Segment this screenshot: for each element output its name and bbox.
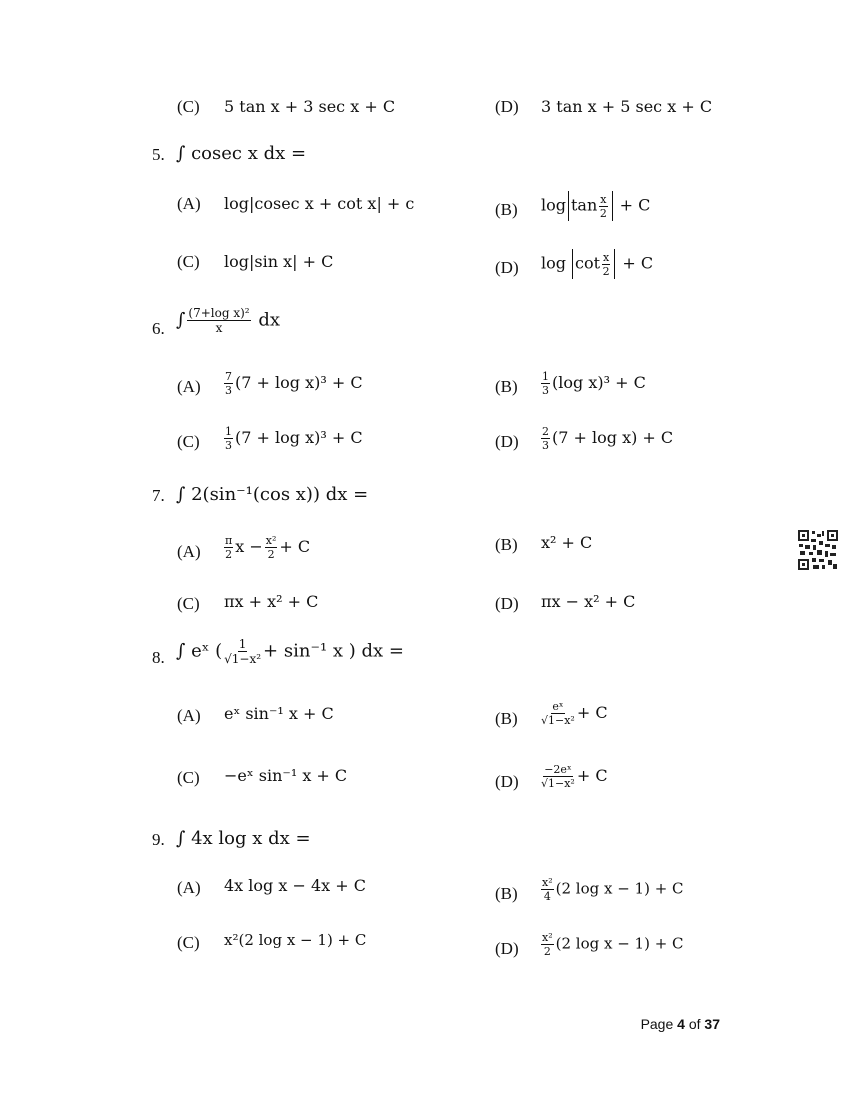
q6-a-expr: (7 + log x)³ + C <box>235 373 363 392</box>
option-label-a: (A) <box>177 542 201 561</box>
page-total: 37 <box>704 1016 720 1032</box>
option-label-c: (C) <box>177 432 200 451</box>
half-x-fraction: $\frac{x}{2}$ <box>602 250 610 278</box>
q6-d-expr: (7 + log x) + C <box>552 428 674 447</box>
option-label-c: (C) <box>177 97 200 116</box>
one-third-fraction: $\frac{1}{3}$ <box>225 425 232 452</box>
q8-stem <box>176 638 404 665</box>
q8-stem-pre: ∫ eˣ ( <box>176 640 223 662</box>
q6-b-expr: (log x)³ + C <box>552 373 646 392</box>
q9-stem: ∫ 4x log x dx = <box>176 828 311 849</box>
option-label-b: (B) <box>495 535 518 554</box>
half-x2-fraction: $\frac{\text{x²}}{2}$ <box>265 534 277 561</box>
q6-stem-dx: dx <box>258 309 281 331</box>
page-current: 4 <box>677 1016 685 1032</box>
page-prefix: Page <box>640 1016 674 1032</box>
q5-d-fn: cot <box>575 253 601 273</box>
q4-option-c[interactable]: 5 tan x + 3 sec x + C <box>224 97 396 116</box>
page-footer <box>641 1016 720 1032</box>
q6-option-a[interactable] <box>222 371 363 396</box>
q9-option-b[interactable] <box>539 877 684 902</box>
abs-bar-left <box>572 249 573 279</box>
q5-option-c[interactable]: log|sin x| + C <box>224 252 334 271</box>
q5-stem: ∫ cosec x dx = <box>176 143 307 164</box>
x2-over-4-fraction: $\frac{\text{x²}}{4}$ <box>542 876 553 903</box>
q9-b-expr: (2 log x − 1) + C <box>555 879 684 898</box>
ex-over-sqrt-fraction: $\frac{\text{eˣ}}{\text{√1−x²}}$ <box>541 700 575 727</box>
q7-a-post: + C <box>279 537 311 556</box>
q8-option-c[interactable]: −eˣ sin⁻¹ x + C <box>224 766 348 785</box>
q6-stem-fraction: $\frac{\text{(7+log x)²}}{x}$ <box>188 306 250 335</box>
q7-option-b[interactable]: x² + C <box>541 533 593 552</box>
q7-option-c[interactable]: πx + x² + C <box>224 592 319 611</box>
q7-option-d[interactable]: πx − x² + C <box>541 592 636 611</box>
option-label-b: (B) <box>495 200 518 219</box>
q8-option-b[interactable] <box>539 701 608 726</box>
q6-option-d[interactable] <box>539 426 673 451</box>
q8-b-post: + C <box>576 703 608 722</box>
seven-thirds-fraction: $\frac{7}{3}$ <box>225 370 232 397</box>
option-label-c: (C) <box>177 252 200 271</box>
option-label-d: (D) <box>495 432 519 451</box>
option-label-b: (B) <box>495 377 518 396</box>
page-of: of <box>688 1016 701 1032</box>
option-label-c: (C) <box>177 933 200 952</box>
option-label-d: (D) <box>495 772 519 791</box>
q6-stem <box>176 307 280 334</box>
q5-b-log: log <box>541 195 566 215</box>
minus-2ex-over-sqrt-fraction: $\frac{\text{−2eˣ}}{\text{√1−x²}}$ <box>541 763 575 790</box>
q5-option-b[interactable] <box>541 191 650 221</box>
abs-bar-right <box>612 191 613 221</box>
option-label-a: (A) <box>177 377 201 396</box>
q5-option-d[interactable] <box>541 249 653 279</box>
q6-option-b[interactable] <box>539 371 646 396</box>
q6-number: 6. <box>152 319 165 338</box>
q6-c-expr: (7 + log x)³ + C <box>235 428 363 447</box>
option-label-d: (D) <box>495 258 519 277</box>
q9-number: 9. <box>152 830 165 849</box>
q8-stem-fraction: $\frac{1}{\text{√1−x²}}$ <box>224 637 262 666</box>
q8-stem-post: + sin⁻¹ x ) dx = <box>263 640 404 662</box>
q7-stem: ∫ 2(sin⁻¹(cos x)) dx = <box>176 484 369 505</box>
q7-number: 7. <box>152 486 165 505</box>
q5-option-a[interactable]: log|cosec x + cot x| + c <box>224 194 415 213</box>
q9-option-d[interactable] <box>539 932 684 957</box>
q8-d-post: + C <box>576 766 608 785</box>
q5-d-post: + C <box>622 253 654 273</box>
one-third-fraction: $\frac{1}{3}$ <box>542 370 549 397</box>
q8-number: 8. <box>152 648 165 667</box>
option-label-d: (D) <box>495 939 519 958</box>
q8-option-d[interactable] <box>539 764 608 789</box>
q5-number: 5. <box>152 145 165 164</box>
half-x-fraction: $\frac{x}{2}$ <box>599 192 607 220</box>
q9-option-a[interactable]: 4x log x − 4x + C <box>224 876 366 895</box>
option-label-b: (B) <box>495 884 518 903</box>
q5-d-log: log <box>541 253 566 273</box>
option-label-c: (C) <box>177 594 200 613</box>
option-label-d: (D) <box>495 97 519 116</box>
option-label-b: (B) <box>495 709 518 728</box>
two-thirds-fraction: $\frac{2}{3}$ <box>542 425 549 452</box>
integral-sign: ∫ <box>176 309 186 331</box>
q6-option-c[interactable] <box>222 426 363 451</box>
option-label-d: (D) <box>495 594 519 613</box>
option-label-a: (A) <box>177 194 201 213</box>
q9-option-c[interactable]: x²(2 log x − 1) + C <box>224 931 367 949</box>
qr-code-icon <box>798 530 838 570</box>
option-label-c: (C) <box>177 768 200 787</box>
q5-b-post: + C <box>619 195 651 215</box>
abs-bar-left <box>568 191 569 221</box>
q4-option-d[interactable]: 3 tan x + 5 sec x + C <box>541 97 713 116</box>
q8-option-a[interactable]: eˣ sin⁻¹ x + C <box>224 704 334 723</box>
q7-a-mid: x − <box>235 537 263 556</box>
x2-over-2-fraction: $\frac{\text{x²}}{2}$ <box>542 931 553 958</box>
half-pi-fraction: $\frac{\pi}{2}$ <box>225 534 233 561</box>
q5-b-fn: tan <box>571 195 598 215</box>
option-label-a: (A) <box>177 878 201 897</box>
option-label-a: (A) <box>177 706 201 725</box>
q7-option-a[interactable] <box>222 535 310 560</box>
q9-d-expr: (2 log x − 1) + C <box>555 934 684 953</box>
abs-bar-right <box>614 249 615 279</box>
